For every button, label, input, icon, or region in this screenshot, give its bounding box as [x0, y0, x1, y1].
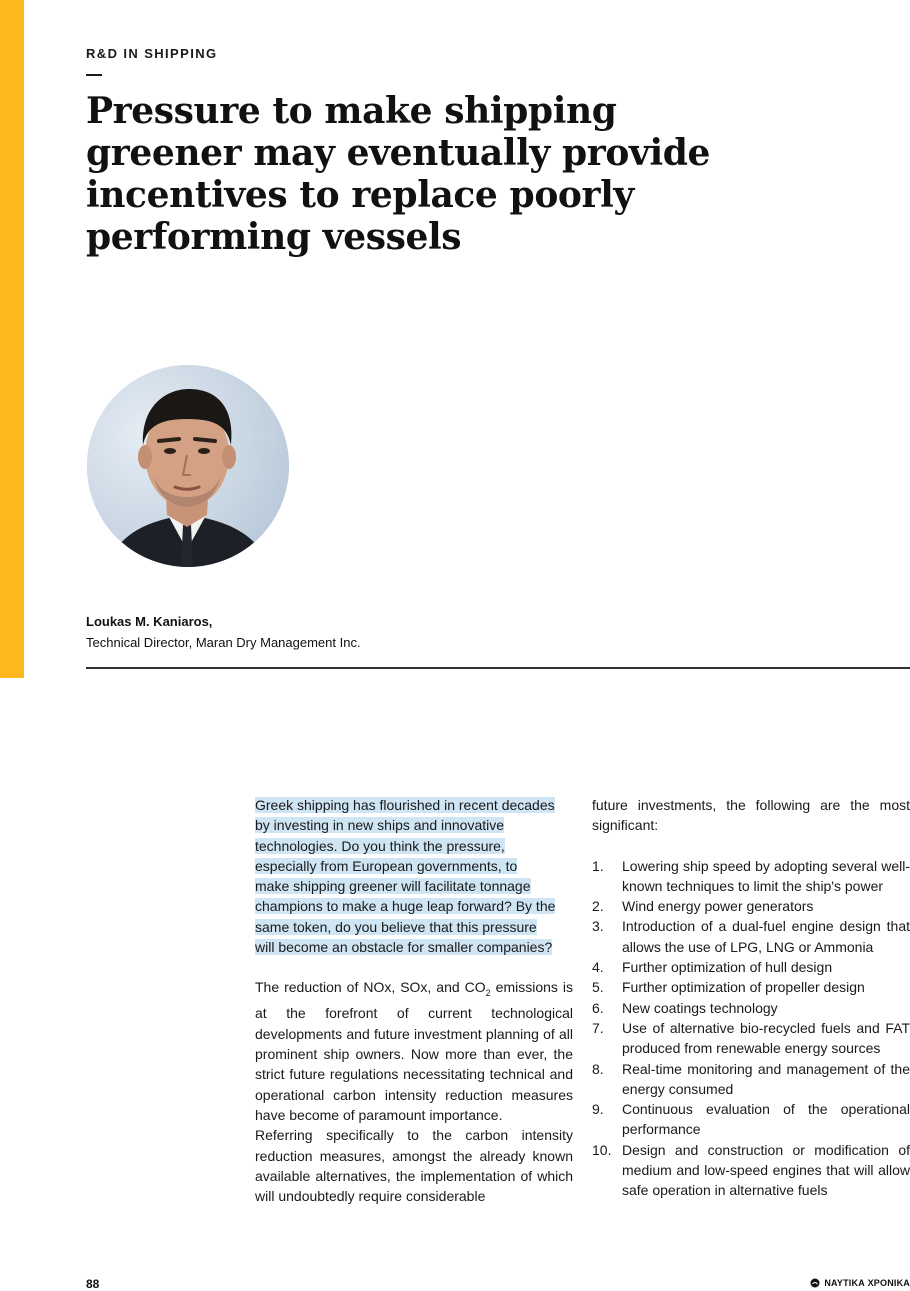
question-line: make shipping greener will facilitate tonnage — [255, 878, 531, 895]
list-item — [592, 1099, 910, 1140]
publication-name — [810, 1278, 910, 1288]
accent-side-bar — [0, 0, 24, 678]
publication-logo-icon — [810, 1278, 820, 1288]
list-item-number: 2. — [592, 898, 604, 915]
section-label-dash — [86, 74, 102, 76]
list-item — [592, 916, 910, 957]
list-item-text: Introduction of a dual-fuel engine design that allows the use of LPG, LNG or Ammonia — [622, 918, 910, 955]
question-line: champions to make a huge leap forward? By the — [255, 898, 556, 915]
list-item-text: Real-time monitoring and management of the energy consumed — [622, 1060, 910, 1097]
answer-paragraph-continued: future investments, the following are the most significant: — [592, 797, 910, 834]
right-column — [592, 795, 910, 1201]
list-item — [592, 856, 910, 897]
question-line: will become an obstacle for smaller companies? — [255, 939, 553, 956]
author-portrait-illustration — [87, 365, 289, 567]
list-item-number: 3. — [592, 918, 604, 935]
section-divider — [86, 667, 910, 669]
list-item-number: 8. — [592, 1060, 604, 1077]
list-item-text: Wind energy power generators — [622, 898, 814, 915]
measures-list — [592, 856, 910, 1201]
question-line: technologies. Do you think the pressure, — [255, 837, 505, 854]
list-item — [592, 998, 910, 1018]
list-item — [592, 896, 910, 916]
list-item-text: Continuous evaluation of the operational performance — [622, 1101, 910, 1138]
left-column — [255, 795, 573, 1206]
list-item — [592, 977, 910, 997]
article-headline: Pressure to make shipping greener may eventually provide incentives to replace poorly performing vessels — [86, 90, 711, 258]
list-item — [592, 1140, 910, 1201]
question-line: by investing in new ships and innovative — [255, 817, 505, 834]
list-item-number: 1. — [592, 857, 604, 874]
list-item-number: 7. — [592, 1019, 604, 1036]
list-item — [592, 1018, 910, 1059]
list-item-number: 9. — [592, 1101, 604, 1118]
interview-question — [255, 795, 573, 957]
section-label: R&D IN SHIPPING — [86, 46, 218, 61]
answer-paragraph-measures: Referring specifically to the carbon intensity reduction measures, amongst the already known available alternatives, the implementation of which will undoubtedly require considerable — [255, 1127, 573, 1205]
list-item — [592, 1059, 910, 1100]
list-item-text: Design and construction or modification of medium and low-speed engines that will allow safe operation in alternative fuels — [622, 1141, 910, 1199]
author-name: Loukas M. Kaniaros, — [86, 614, 213, 629]
list-item-text: Use of alternative bio-recycled fuels and FAT produced from renewable energy sources — [622, 1019, 910, 1057]
list-item-text: Further optimization of hull design — [622, 959, 833, 976]
list-item — [592, 957, 910, 977]
answer-paragraph-emissions: The reduction of NOx, SOx, and $CO_2$ emissions is at the forefront of current technological developments and future investment planning of all prominent ship owners. Now more than ever, the strict future regulations necessitating technical and operational carbon intensity reduction measures have become of paramount importance. — [255, 979, 573, 1123]
list-item-number: 6. — [592, 999, 604, 1016]
author-title: Technical Director, Maran Dry Management Inc. — [86, 635, 361, 650]
list-item-text: Lowering ship speed by adopting several well-known techniques to limit the ship's power — [622, 857, 910, 894]
list-item-number: 10. — [592, 1141, 612, 1158]
page-number: 88 — [86, 1277, 100, 1291]
list-item-text: New coatings technology — [622, 999, 778, 1016]
question-line: same token, do you believe that this pressure — [255, 918, 537, 935]
list-item-number: 4. — [592, 959, 604, 976]
question-line: Greek shipping has flourished in recent decades — [255, 797, 555, 813]
list-item-text: Further optimization of propeller design — [622, 979, 865, 996]
author-portrait — [87, 365, 289, 567]
publication-name-text: ΝΑΥΤΙΚΑ ΧΡΟΝΙΚΑ — [824, 1278, 910, 1288]
list-item-number: 5. — [592, 979, 604, 996]
question-line: especially from European governments, to — [255, 857, 518, 874]
